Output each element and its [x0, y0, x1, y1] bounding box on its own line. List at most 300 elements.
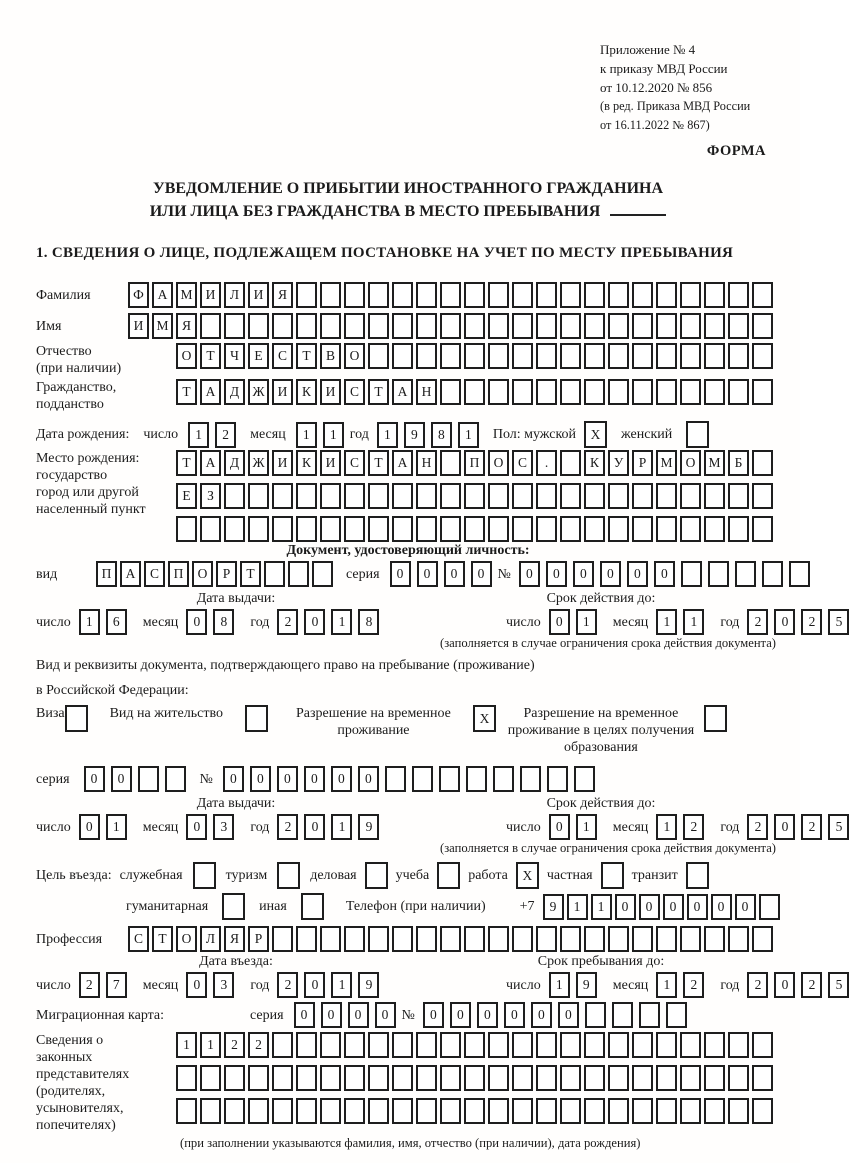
char-cell[interactable]: [272, 516, 293, 542]
char-cell[interactable]: [512, 379, 533, 405]
char-cell[interactable]: [368, 1065, 389, 1091]
char-cell[interactable]: [536, 1098, 557, 1124]
char-cell[interactable]: 5: [828, 609, 849, 635]
char-cell[interactable]: [632, 516, 653, 542]
char-cell[interactable]: С: [272, 343, 293, 369]
char-cell[interactable]: 1: [683, 609, 704, 635]
char-cell[interactable]: [224, 1065, 245, 1091]
char-cell[interactable]: [704, 1032, 725, 1058]
char-cell[interactable]: О: [176, 926, 197, 952]
valid-year-input[interactable]: [747, 814, 855, 840]
char-cell[interactable]: [608, 1032, 629, 1058]
char-cell[interactable]: Д: [224, 450, 245, 476]
char-cell[interactable]: [536, 282, 557, 308]
char-cell[interactable]: Т: [152, 926, 173, 952]
char-cell[interactable]: [656, 282, 677, 308]
char-cell[interactable]: [656, 926, 677, 952]
char-cell[interactable]: [416, 1065, 437, 1091]
char-cell[interactable]: [440, 1098, 461, 1124]
char-cell[interactable]: [686, 862, 709, 889]
birthplace-line1-input[interactable]: [176, 450, 776, 476]
char-cell[interactable]: [416, 343, 437, 369]
char-cell[interactable]: Р: [248, 926, 269, 952]
valid-year-input[interactable]: [747, 609, 855, 635]
migration-number-input[interactable]: [423, 1002, 693, 1028]
char-cell[interactable]: 9: [543, 894, 564, 920]
char-cell[interactable]: С: [128, 926, 149, 952]
char-cell[interactable]: 0: [774, 814, 795, 840]
char-cell[interactable]: 8: [358, 609, 379, 635]
char-cell[interactable]: [752, 1098, 773, 1124]
char-cell[interactable]: [608, 1098, 629, 1124]
char-cell[interactable]: 1: [79, 609, 100, 635]
char-cell[interactable]: [65, 705, 88, 732]
char-cell[interactable]: [704, 379, 725, 405]
char-cell[interactable]: [704, 282, 725, 308]
char-cell[interactable]: 0: [390, 561, 411, 587]
char-cell[interactable]: 1: [656, 972, 677, 998]
char-cell[interactable]: [464, 343, 485, 369]
char-cell[interactable]: 1: [591, 894, 612, 920]
profession-input[interactable]: [128, 926, 776, 952]
char-cell[interactable]: [512, 516, 533, 542]
char-cell[interactable]: 0: [331, 766, 352, 792]
char-cell[interactable]: [440, 313, 461, 339]
char-cell[interactable]: [176, 1065, 197, 1091]
char-cell[interactable]: [584, 1098, 605, 1124]
char-cell[interactable]: [656, 483, 677, 509]
char-cell[interactable]: И: [320, 450, 341, 476]
char-cell[interactable]: [560, 450, 581, 476]
char-cell[interactable]: [368, 483, 389, 509]
char-cell[interactable]: [392, 313, 413, 339]
birthplace-line3-input[interactable]: [176, 516, 776, 542]
char-cell[interactable]: 2: [248, 1032, 269, 1058]
birth-year-input[interactable]: [377, 422, 485, 448]
char-cell[interactable]: 0: [549, 609, 570, 635]
char-cell[interactable]: [272, 1098, 293, 1124]
issue-month-input[interactable]: [186, 609, 240, 635]
char-cell[interactable]: [296, 1098, 317, 1124]
char-cell[interactable]: 2: [277, 609, 298, 635]
char-cell[interactable]: Е: [248, 343, 269, 369]
char-cell[interactable]: Р: [216, 561, 237, 587]
phone-input[interactable]: [543, 894, 783, 920]
char-cell[interactable]: [392, 282, 413, 308]
char-cell[interactable]: 0: [663, 894, 684, 920]
stay-year-input[interactable]: [747, 972, 855, 998]
char-cell[interactable]: [200, 1098, 221, 1124]
char-cell[interactable]: [464, 379, 485, 405]
char-cell[interactable]: М: [704, 450, 725, 476]
char-cell[interactable]: 0: [444, 561, 465, 587]
char-cell[interactable]: [680, 343, 701, 369]
char-cell[interactable]: [704, 343, 725, 369]
purpose-business-checkbox[interactable]: [365, 862, 388, 889]
char-cell[interactable]: А: [392, 450, 413, 476]
char-cell[interactable]: [656, 1098, 677, 1124]
char-cell[interactable]: [789, 561, 810, 587]
char-cell[interactable]: [752, 483, 773, 509]
char-cell[interactable]: 0: [358, 766, 379, 792]
education-residence-checkbox[interactable]: [704, 705, 727, 732]
migration-series-input[interactable]: [294, 1002, 402, 1028]
char-cell[interactable]: О: [680, 450, 701, 476]
char-cell[interactable]: 0: [774, 972, 795, 998]
char-cell[interactable]: [585, 1002, 606, 1028]
char-cell[interactable]: Т: [200, 343, 221, 369]
char-cell[interactable]: О: [344, 343, 365, 369]
char-cell[interactable]: [488, 1065, 509, 1091]
char-cell[interactable]: [632, 483, 653, 509]
char-cell[interactable]: М: [152, 313, 173, 339]
char-cell[interactable]: [728, 516, 749, 542]
char-cell[interactable]: [680, 379, 701, 405]
char-cell[interactable]: 0: [417, 561, 438, 587]
char-cell[interactable]: [656, 516, 677, 542]
char-cell[interactable]: 2: [747, 814, 768, 840]
char-cell[interactable]: Я: [272, 282, 293, 308]
char-cell[interactable]: 2: [801, 609, 822, 635]
char-cell[interactable]: 0: [250, 766, 271, 792]
birthplace-line2-input[interactable]: [176, 483, 776, 509]
surname-input[interactable]: [128, 282, 776, 308]
char-cell[interactable]: [416, 1032, 437, 1058]
char-cell[interactable]: [296, 313, 317, 339]
char-cell[interactable]: 0: [423, 1002, 444, 1028]
char-cell[interactable]: [708, 561, 729, 587]
char-cell[interactable]: [560, 343, 581, 369]
temporary-residence-checkbox[interactable]: [473, 705, 496, 732]
char-cell[interactable]: [584, 379, 605, 405]
char-cell[interactable]: А: [392, 379, 413, 405]
char-cell[interactable]: 1: [296, 422, 317, 448]
char-cell[interactable]: [466, 766, 487, 792]
char-cell[interactable]: И: [272, 379, 293, 405]
char-cell[interactable]: [632, 313, 653, 339]
char-cell[interactable]: П: [168, 561, 189, 587]
char-cell[interactable]: [536, 379, 557, 405]
char-cell[interactable]: [752, 343, 773, 369]
char-cell[interactable]: 1: [176, 1032, 197, 1058]
char-cell[interactable]: [686, 421, 709, 448]
char-cell[interactable]: [728, 926, 749, 952]
char-cell[interactable]: 0: [504, 1002, 525, 1028]
char-cell[interactable]: [200, 313, 221, 339]
birth-day-input[interactable]: [188, 422, 242, 448]
char-cell[interactable]: [512, 313, 533, 339]
char-cell[interactable]: [312, 561, 333, 587]
char-cell[interactable]: [752, 1032, 773, 1058]
char-cell[interactable]: [368, 926, 389, 952]
char-cell[interactable]: Ж: [248, 379, 269, 405]
char-cell[interactable]: 5: [828, 814, 849, 840]
issue-month-input[interactable]: [186, 814, 240, 840]
char-cell[interactable]: [224, 313, 245, 339]
char-cell[interactable]: 0: [627, 561, 648, 587]
char-cell[interactable]: [512, 1065, 533, 1091]
char-cell[interactable]: 0: [546, 561, 567, 587]
char-cell[interactable]: [560, 1065, 581, 1091]
char-cell[interactable]: З: [200, 483, 221, 509]
char-cell[interactable]: [536, 343, 557, 369]
char-cell[interactable]: [385, 766, 406, 792]
char-cell[interactable]: [656, 379, 677, 405]
char-cell[interactable]: [639, 1002, 660, 1028]
char-cell[interactable]: [176, 1098, 197, 1124]
char-cell[interactable]: [560, 1032, 581, 1058]
char-cell[interactable]: [512, 343, 533, 369]
legal-reps-line3-input[interactable]: [176, 1098, 776, 1124]
char-cell[interactable]: 0: [304, 814, 325, 840]
char-cell[interactable]: 2: [747, 972, 768, 998]
char-cell[interactable]: [584, 926, 605, 952]
char-cell[interactable]: [608, 926, 629, 952]
char-cell[interactable]: [512, 483, 533, 509]
char-cell[interactable]: [392, 926, 413, 952]
char-cell[interactable]: 2: [224, 1032, 245, 1058]
char-cell[interactable]: [584, 343, 605, 369]
purpose-transit-checkbox[interactable]: [686, 862, 709, 889]
char-cell[interactable]: 0: [687, 894, 708, 920]
char-cell[interactable]: Т: [368, 379, 389, 405]
char-cell[interactable]: [536, 926, 557, 952]
char-cell[interactable]: [704, 516, 725, 542]
residence-permit-checkbox[interactable]: [245, 705, 268, 732]
char-cell[interactable]: [608, 516, 629, 542]
char-cell[interactable]: 0: [639, 894, 660, 920]
char-cell[interactable]: [440, 343, 461, 369]
char-cell[interactable]: [176, 516, 197, 542]
char-cell[interactable]: [464, 313, 485, 339]
char-cell[interactable]: [728, 1032, 749, 1058]
char-cell[interactable]: 0: [558, 1002, 579, 1028]
char-cell[interactable]: [320, 1098, 341, 1124]
char-cell[interactable]: [728, 1098, 749, 1124]
legal-reps-line2-input[interactable]: [176, 1065, 776, 1091]
char-cell[interactable]: [512, 282, 533, 308]
legal-reps-line1-input[interactable]: [176, 1032, 776, 1058]
char-cell[interactable]: Я: [176, 313, 197, 339]
char-cell[interactable]: [248, 1098, 269, 1124]
char-cell[interactable]: 0: [111, 766, 132, 792]
char-cell[interactable]: [752, 313, 773, 339]
char-cell[interactable]: Н: [416, 379, 437, 405]
purpose-tourism-checkbox[interactable]: [277, 862, 300, 889]
char-cell[interactable]: [464, 483, 485, 509]
char-cell[interactable]: 0: [321, 1002, 342, 1028]
char-cell[interactable]: [488, 926, 509, 952]
char-cell[interactable]: С: [512, 450, 533, 476]
char-cell[interactable]: [368, 282, 389, 308]
char-cell[interactable]: [681, 561, 702, 587]
char-cell[interactable]: [344, 1065, 365, 1091]
char-cell[interactable]: [728, 282, 749, 308]
char-cell[interactable]: Ж: [248, 450, 269, 476]
char-cell[interactable]: 1: [458, 422, 479, 448]
char-cell[interactable]: [368, 1098, 389, 1124]
char-cell[interactable]: 1: [549, 972, 570, 998]
char-cell[interactable]: Б: [728, 450, 749, 476]
char-cell[interactable]: 0: [711, 894, 732, 920]
valid-month-input[interactable]: [656, 814, 710, 840]
char-cell[interactable]: [728, 343, 749, 369]
char-cell[interactable]: 5: [828, 972, 849, 998]
char-cell[interactable]: [512, 926, 533, 952]
char-cell[interactable]: [288, 561, 309, 587]
char-cell[interactable]: [759, 894, 780, 920]
char-cell[interactable]: 0: [615, 894, 636, 920]
char-cell[interactable]: [138, 766, 159, 792]
valid-month-input[interactable]: [656, 609, 710, 635]
char-cell[interactable]: 0: [654, 561, 675, 587]
char-cell[interactable]: 0: [450, 1002, 471, 1028]
char-cell[interactable]: 1: [567, 894, 588, 920]
char-cell[interactable]: [264, 561, 285, 587]
char-cell[interactable]: Р: [632, 450, 653, 476]
purpose-work-checkbox[interactable]: [516, 862, 539, 889]
char-cell[interactable]: 2: [683, 814, 704, 840]
char-cell[interactable]: 0: [774, 609, 795, 635]
char-cell[interactable]: [536, 483, 557, 509]
char-cell[interactable]: 1: [323, 422, 344, 448]
char-cell[interactable]: 2: [79, 972, 100, 998]
char-cell[interactable]: [704, 705, 727, 732]
char-cell[interactable]: [440, 516, 461, 542]
char-cell[interactable]: [320, 926, 341, 952]
char-cell[interactable]: М: [176, 282, 197, 308]
char-cell[interactable]: [584, 1065, 605, 1091]
char-cell[interactable]: [272, 313, 293, 339]
char-cell[interactable]: [416, 516, 437, 542]
char-cell[interactable]: О: [176, 343, 197, 369]
char-cell[interactable]: [656, 313, 677, 339]
char-cell[interactable]: [440, 450, 461, 476]
char-cell[interactable]: [680, 516, 701, 542]
residence-number-input[interactable]: [223, 766, 601, 792]
char-cell[interactable]: [601, 862, 624, 889]
char-cell[interactable]: [536, 1065, 557, 1091]
char-cell[interactable]: 2: [683, 972, 704, 998]
entry-month-input[interactable]: [186, 972, 240, 998]
issue-day-input[interactable]: [79, 814, 133, 840]
char-cell[interactable]: Д: [224, 379, 245, 405]
visa-checkbox[interactable]: [65, 705, 88, 732]
char-cell[interactable]: 0: [735, 894, 756, 920]
char-cell[interactable]: [584, 1032, 605, 1058]
char-cell[interactable]: [704, 926, 725, 952]
char-cell[interactable]: 1: [331, 814, 352, 840]
char-cell[interactable]: 1: [576, 814, 597, 840]
char-cell[interactable]: А: [152, 282, 173, 308]
char-cell[interactable]: [632, 1032, 653, 1058]
char-cell[interactable]: [680, 483, 701, 509]
char-cell[interactable]: [272, 1032, 293, 1058]
char-cell[interactable]: [440, 1032, 461, 1058]
char-cell[interactable]: 9: [358, 814, 379, 840]
char-cell[interactable]: Т: [176, 379, 197, 405]
char-cell[interactable]: [440, 282, 461, 308]
char-cell[interactable]: [488, 516, 509, 542]
char-cell[interactable]: [704, 1065, 725, 1091]
char-cell[interactable]: [574, 766, 595, 792]
char-cell[interactable]: [666, 1002, 687, 1028]
char-cell[interactable]: [632, 379, 653, 405]
char-cell[interactable]: [416, 483, 437, 509]
char-cell[interactable]: [165, 766, 186, 792]
char-cell[interactable]: [680, 926, 701, 952]
char-cell[interactable]: 2: [747, 609, 768, 635]
char-cell[interactable]: 0: [573, 561, 594, 587]
char-cell[interactable]: 0: [223, 766, 244, 792]
char-cell[interactable]: X: [516, 862, 539, 889]
char-cell[interactable]: [680, 1065, 701, 1091]
char-cell[interactable]: [248, 313, 269, 339]
char-cell[interactable]: 9: [576, 972, 597, 998]
issue-day-input[interactable]: [79, 609, 133, 635]
valid-day-input[interactable]: [549, 814, 603, 840]
char-cell[interactable]: [320, 282, 341, 308]
char-cell[interactable]: [728, 483, 749, 509]
char-cell[interactable]: [344, 483, 365, 509]
char-cell[interactable]: 1: [200, 1032, 221, 1058]
char-cell[interactable]: 9: [358, 972, 379, 998]
char-cell[interactable]: 1: [656, 609, 677, 635]
char-cell[interactable]: Л: [224, 282, 245, 308]
char-cell[interactable]: 8: [431, 422, 452, 448]
char-cell[interactable]: [464, 926, 485, 952]
char-cell[interactable]: К: [296, 450, 317, 476]
char-cell[interactable]: [416, 282, 437, 308]
char-cell[interactable]: Т: [368, 450, 389, 476]
char-cell[interactable]: [200, 516, 221, 542]
char-cell[interactable]: [612, 1002, 633, 1028]
char-cell[interactable]: 2: [801, 972, 822, 998]
char-cell[interactable]: 1: [331, 972, 352, 998]
char-cell[interactable]: [608, 1065, 629, 1091]
char-cell[interactable]: [224, 483, 245, 509]
char-cell[interactable]: [752, 516, 773, 542]
char-cell[interactable]: Ф: [128, 282, 149, 308]
char-cell[interactable]: [464, 1032, 485, 1058]
char-cell[interactable]: [632, 926, 653, 952]
char-cell[interactable]: 2: [277, 972, 298, 998]
citizenship-input[interactable]: [176, 379, 776, 405]
char-cell[interactable]: 2: [801, 814, 822, 840]
char-cell[interactable]: [296, 1032, 317, 1058]
char-cell[interactable]: 2: [277, 814, 298, 840]
char-cell[interactable]: [488, 282, 509, 308]
char-cell[interactable]: [752, 926, 773, 952]
char-cell[interactable]: [272, 926, 293, 952]
char-cell[interactable]: [608, 379, 629, 405]
char-cell[interactable]: А: [200, 379, 221, 405]
char-cell[interactable]: [632, 282, 653, 308]
char-cell[interactable]: 0: [304, 609, 325, 635]
stay-month-input[interactable]: [656, 972, 710, 998]
char-cell[interactable]: [439, 766, 460, 792]
char-cell[interactable]: [344, 1098, 365, 1124]
char-cell[interactable]: 3: [213, 814, 234, 840]
purpose-other-checkbox[interactable]: [301, 893, 324, 920]
char-cell[interactable]: С: [344, 450, 365, 476]
entry-day-input[interactable]: [79, 972, 133, 998]
char-cell[interactable]: [560, 379, 581, 405]
char-cell[interactable]: [584, 483, 605, 509]
char-cell[interactable]: П: [464, 450, 485, 476]
char-cell[interactable]: [680, 313, 701, 339]
patronymic-input[interactable]: [176, 343, 776, 369]
